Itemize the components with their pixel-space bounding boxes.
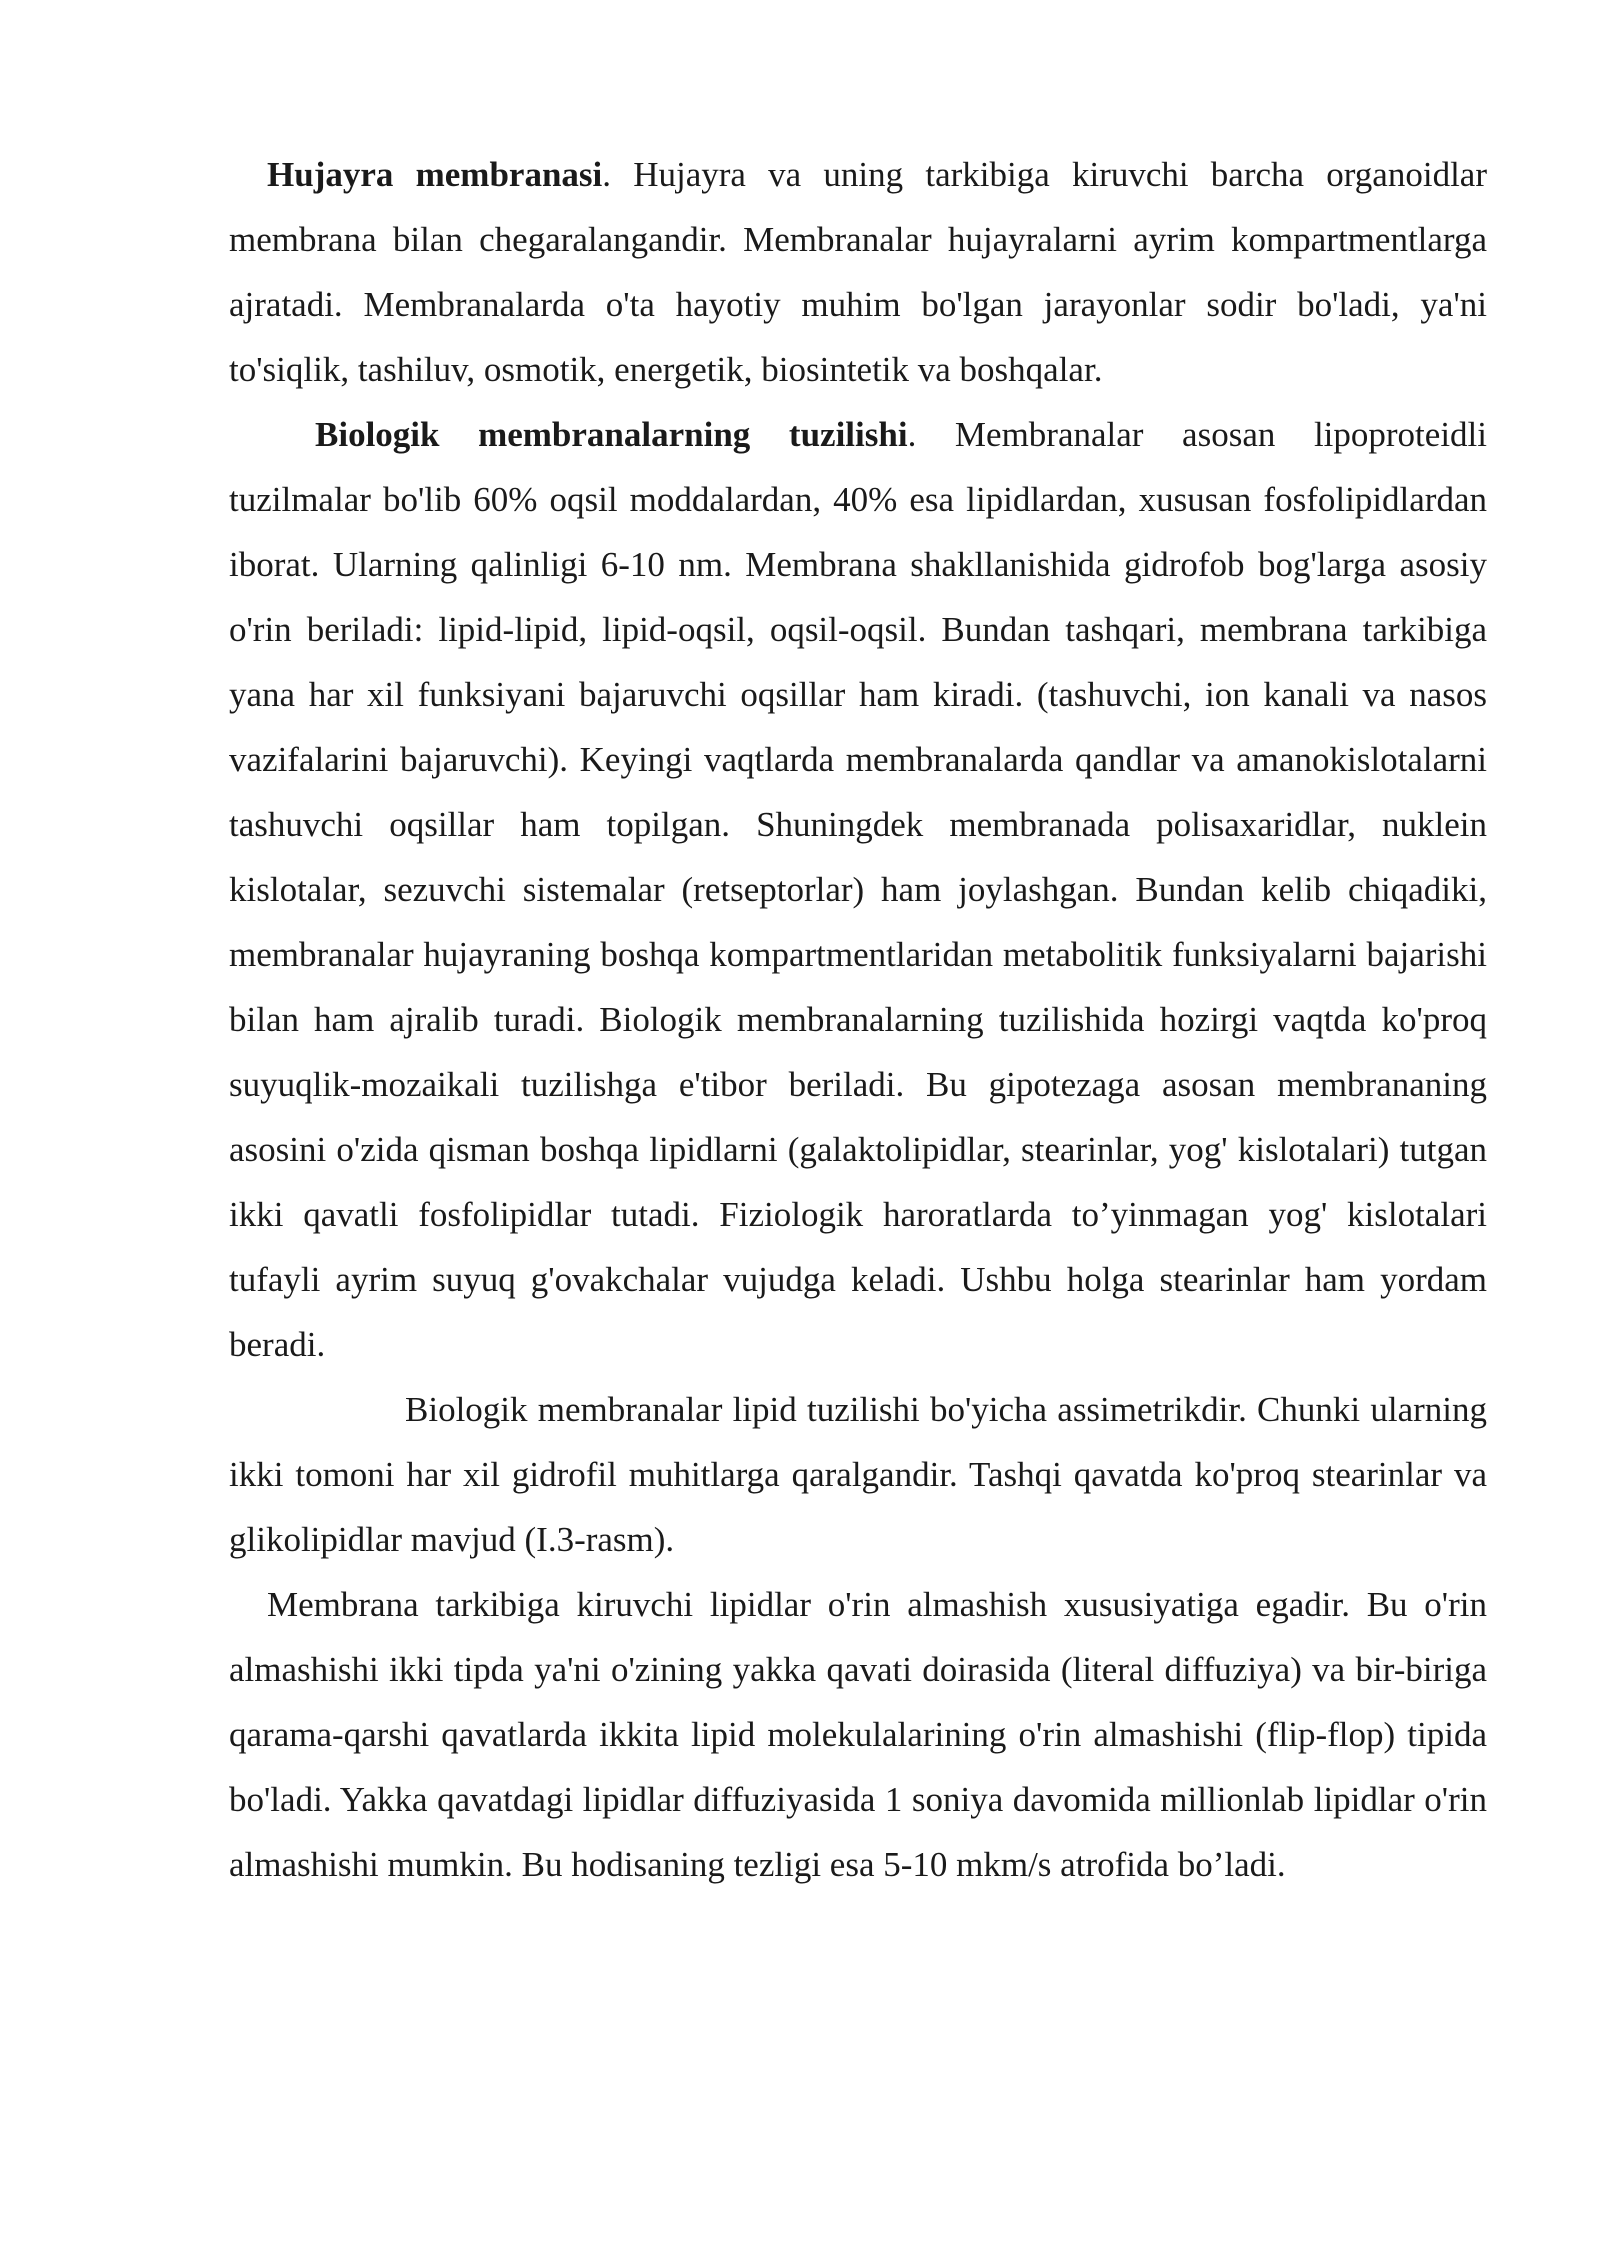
paragraph-asymmetry [229, 1377, 1487, 1572]
paragraph-lipid-exchange [229, 1572, 1487, 1897]
document-body [229, 142, 1487, 1897]
paragraph-membrane-structure [229, 402, 1487, 1377]
paragraph-cell-membrane [229, 142, 1487, 402]
heading-membrane-structure: Biologik membranalarning tuzilishi [315, 415, 908, 454]
paragraph-text: Biologik membranalar lipid tuzilishi bo'yicha assimetrikdir. Chunki ularning ikki tomoni har xil gidrofil muhitlarga qaralgandir. Tashqi qavatda ko'proq stearinlar va glikolipidlar mavjud (I.3-rasm). [229, 1390, 1487, 1559]
paragraph-text: . Membranalar asosan lipoproteidli tuzilmalar bo'lib 60% oqsil moddalardan, 40% esa lipidlardan, xususan fosfolipidlardan iborat. Ularning qalinligi 6-10 nm. Membrana shakllanishida gidrofob bog'larga asosiy o'rin beriladi: lipid-lipid, lipid-oqsil, oqsil-oqsil. Bundan tashqari, membrana tarkibiga yana har xil funksiyani bajaruvchi oqsillar ham kiradi. (tashuvchi, ion kanali va nasos vazifalarini bajaruvchi). Keyingi vaqtlarda membranalarda qandlar va amanokislotalarni tashuvchi oqsillar ham topilgan. Shuningdek membranada polisaxaridlar, nuklein kislotalar, sezuvchi sistemalar (retseptorlar) ham joylashgan. Bundan kelib chiqadiki, membranalar hujayraning boshqa kompartmentlaridan metabolitik funksiyalarni bajarishi bilan ham ajralib turadi. Biologik membranalarning tuzilishida hozirgi vaqtda ko'proq suyuqlik-mozaikali tuzilishga e'tibor beriladi. Bu gipotezaga asosan membrananing asosini o'zida qisman boshqa lipidlarni (galaktolipidlar, stearinlar, yog' kislotalari) tutgan ikki qavatli fosfolipidlar tutadi. Fiziologik haroratlarda to’yinmagan yog' kislotalari tufayli ayrim suyuq g'ovakchalar vujudga keladi. Ushbu holga stearinlar ham yordam beradi. [229, 415, 1487, 1364]
heading-cell-membrane: Hujayra membranasi [267, 155, 603, 194]
paragraph-text: . Hujayra va uning tarkibiga kiruvchi barcha organoidlar membrana bilan chegaralangandir. Membranalar hujayralarni ayrim kompartmentlarga ajratadi. Membranalarda o'ta hayotiy muhim bo'lgan jarayonlar sodir bo'ladi, ya'ni to'siqlik, tashiluv, osmotik, energetik, biosintetik va boshqalar. [229, 155, 1487, 389]
paragraph-text: Membrana tarkibiga kiruvchi lipidlar o'rin almashish xususiyatiga egadir. Bu o'rin almashishi ikki tipda ya'ni o'zining yakka qavati doirasida (literal diffuziya) va bir-biriga qarama-qarshi qavatlarda ikkita lipid molekulalarining o'rin almashishi (flip-flop) tipida bo'ladi. Yakka qavatdagi lipidlar diffuziyasida 1 soniya davomida millionlab lipidlar o'rin almashishi mumkin. Bu hodisaning tezligi esa 5-10 mkm/s atrofida bo’ladi. [229, 1585, 1487, 1884]
